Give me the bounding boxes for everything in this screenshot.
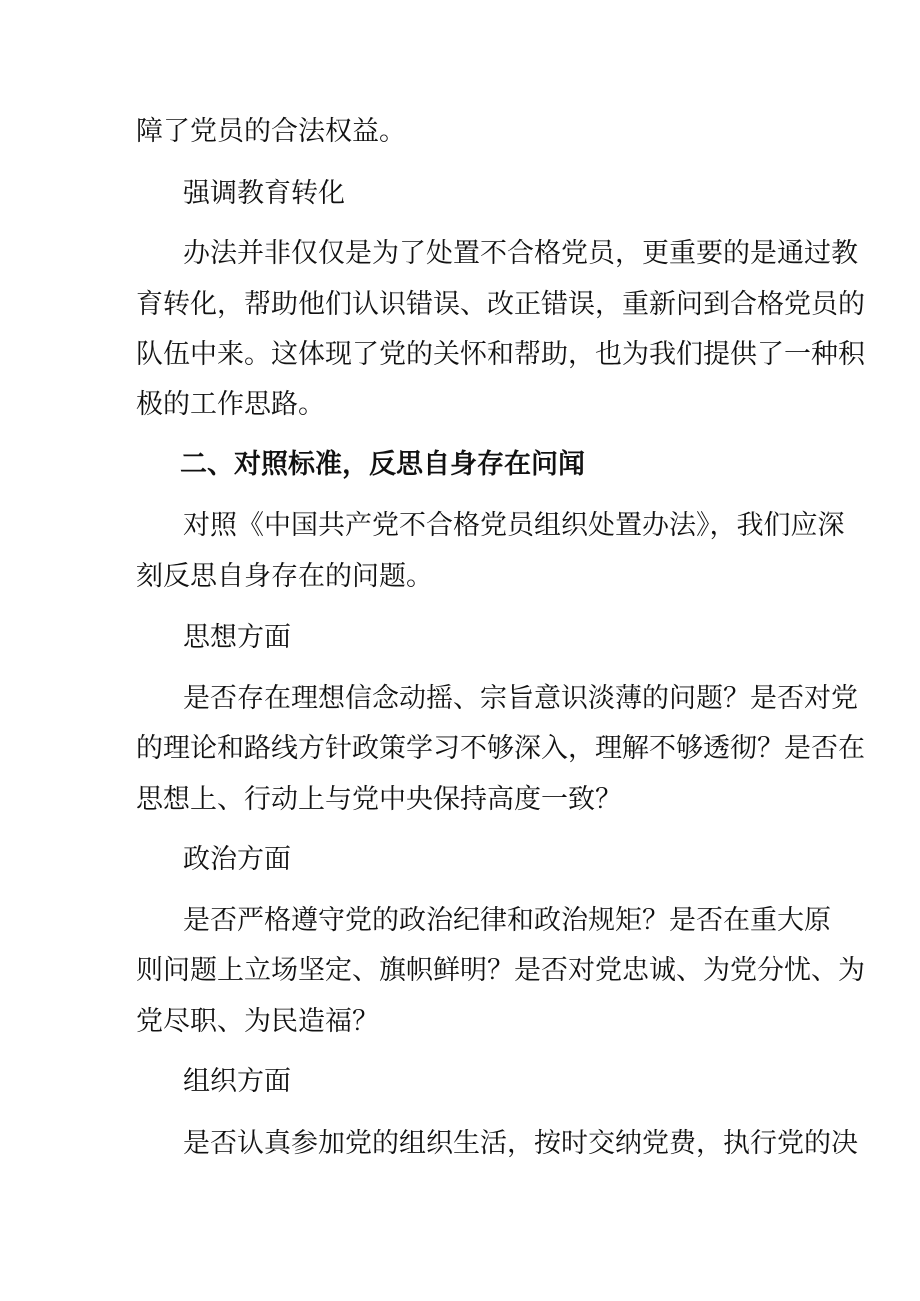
subheading-education: 强调教育转化 [183, 178, 345, 209]
subheading-organization: 组织方面 [183, 1066, 291, 1097]
paragraph-line: 障了党员的合法权益。 [136, 116, 406, 147]
paragraph-line: 思想上、行动上与党中央保持高度一致？ [136, 784, 622, 815]
paragraph-line: 对照《中国共产党不合格党员组织处置办法》，我们应深 [183, 510, 845, 541]
paragraph-line: 党尽职、为民造福？ [136, 1006, 379, 1037]
paragraph-line: 是否严格遵守党的政治纪律和政治规矩？是否在重大原 [183, 905, 831, 936]
paragraph-line: 则问题上立场坚定、旗帜鲜明？是否对党忠诚、为党分忧、为 [136, 955, 865, 986]
paragraph-line: 极的工作思路。 [136, 389, 325, 420]
paragraph-line: 是否认真参加党的组织生活，按时交纳党费，执行党的决 [183, 1128, 858, 1159]
paragraph-line: 育转化，帮助他们认识错误、改正错误，重新问到合格党员的 [136, 289, 865, 320]
section-title: 二、对照标准，反思自身存在问闻 [180, 449, 585, 480]
subheading-political: 政治方面 [183, 844, 291, 875]
paragraph-line: 办法并非仅仅是为了处置不合格党员，更重要的是通过教 [183, 238, 858, 269]
subheading-thought: 思想方面 [183, 622, 291, 653]
paragraph-line: 的理论和路线方针政策学习不够深入，理解不够透彻？是否在 [136, 733, 865, 764]
paragraph-line: 刻反思自身存在的问题。 [136, 561, 433, 592]
paragraph-line: 队伍中来。这体现了党的关怀和帮助，也为我们提供了一种积 [136, 339, 865, 370]
paragraph-line: 是否存在理想信念动摇、宗旨意识淡薄的问题？是否对党 [183, 683, 858, 714]
